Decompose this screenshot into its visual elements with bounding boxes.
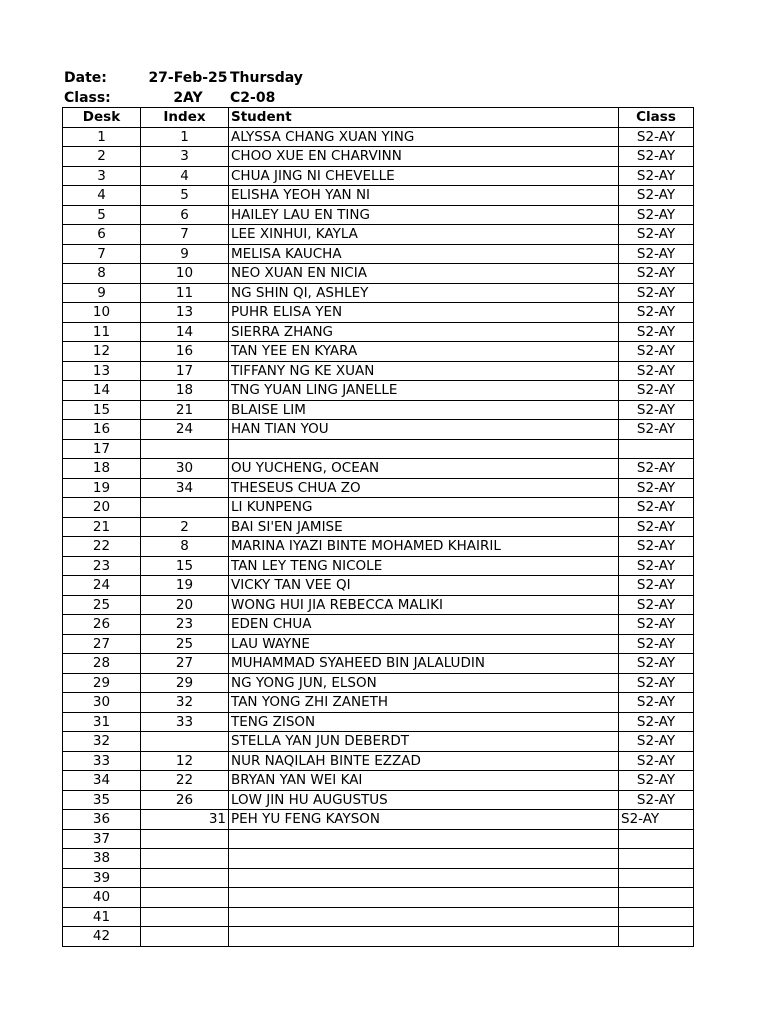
student-cell: NG SHIN QI, ASHLEY	[229, 283, 619, 303]
index-cell: 26	[141, 790, 229, 810]
desk-cell: 30	[63, 693, 141, 713]
student-cell: THESEUS CHUA ZO	[229, 478, 619, 498]
index-cell: 16	[141, 342, 229, 362]
class-cell: S2-AY	[619, 322, 694, 342]
seating-table	[62, 107, 694, 947]
desk-cell: 22	[63, 537, 141, 557]
desk-cell: 8	[63, 264, 141, 284]
student-cell	[229, 439, 619, 459]
student-cell	[229, 849, 619, 869]
student-cell	[229, 829, 619, 849]
index-cell: 24	[141, 420, 229, 440]
desk-cell: 11	[63, 322, 141, 342]
student-cell: CHOO XUE EN CHARVINN	[229, 147, 619, 167]
index-cell: 4	[141, 166, 229, 186]
desk-cell: 27	[63, 634, 141, 654]
index-cell: 25	[141, 634, 229, 654]
table-row	[63, 186, 694, 206]
index-cell: 30	[141, 459, 229, 479]
student-cell: ALYSSA CHANG XUAN YING	[229, 127, 619, 147]
table-row	[63, 576, 694, 596]
student-cell	[229, 888, 619, 908]
desk-cell: 19	[63, 478, 141, 498]
index-cell: 27	[141, 654, 229, 674]
student-cell: TAN LEY TENG NICOLE	[229, 556, 619, 576]
desk-cell: 25	[63, 595, 141, 615]
desk-cell: 31	[63, 712, 141, 732]
student-cell: ELISHA YEOH YAN NI	[229, 186, 619, 206]
index-cell	[141, 439, 229, 459]
class-cell: S2-AY	[619, 127, 694, 147]
class-cell: S2-AY	[619, 576, 694, 596]
table-row	[63, 888, 694, 908]
desk-cell: 40	[63, 888, 141, 908]
desk-cell: 18	[63, 459, 141, 479]
table-row	[63, 907, 694, 927]
class-cell: S2-AY	[619, 264, 694, 284]
class-label: Class:	[64, 90, 111, 106]
class-cell: S2-AY	[619, 244, 694, 264]
student-cell: EDEN CHUA	[229, 615, 619, 635]
class-cell: S2-AY	[619, 225, 694, 245]
desk-cell: 26	[63, 615, 141, 635]
table-row	[63, 673, 694, 693]
table-row	[63, 303, 694, 323]
index-cell	[141, 927, 229, 947]
student-cell: LI KUNPENG	[229, 498, 619, 518]
index-cell: 10	[141, 264, 229, 284]
student-cell: CHUA JING NI CHEVELLE	[229, 166, 619, 186]
class-cell	[619, 927, 694, 947]
student-cell: LEE XINHUI, KAYLA	[229, 225, 619, 245]
desk-cell: 24	[63, 576, 141, 596]
table-row	[63, 381, 694, 401]
student-cell: BAI SI'EN JAMISE	[229, 517, 619, 537]
student-cell: STELLA YAN JUN DEBERDT	[229, 732, 619, 752]
index-cell: 34	[141, 478, 229, 498]
index-cell: 31	[141, 810, 229, 830]
table-row	[63, 751, 694, 771]
table-row	[63, 498, 694, 518]
class-cell: S2-AY	[619, 732, 694, 752]
index-cell: 3	[141, 147, 229, 167]
student-cell: WONG HUI JIA REBECCA MALIKI	[229, 595, 619, 615]
table-row	[63, 634, 694, 654]
student-cell: HAILEY LAU EN TING	[229, 205, 619, 225]
desk-cell: 12	[63, 342, 141, 362]
table-row	[63, 478, 694, 498]
desk-cell: 29	[63, 673, 141, 693]
desk-cell: 3	[63, 166, 141, 186]
column-header-student: Student	[229, 108, 619, 128]
index-cell: 33	[141, 712, 229, 732]
date-value: 27-Feb-25	[148, 70, 228, 86]
index-cell: 1	[141, 127, 229, 147]
desk-cell: 13	[63, 361, 141, 381]
desk-cell: 9	[63, 283, 141, 303]
desk-cell: 10	[63, 303, 141, 323]
table-row	[63, 361, 694, 381]
class-cell: S2-AY	[619, 342, 694, 362]
table-row	[63, 517, 694, 537]
index-cell	[141, 888, 229, 908]
desk-cell: 39	[63, 868, 141, 888]
table-row	[63, 790, 694, 810]
index-cell: 29	[141, 673, 229, 693]
student-cell: MUHAMMAD SYAHEED BIN JALALUDIN	[229, 654, 619, 674]
index-cell	[141, 732, 229, 752]
table-row	[63, 829, 694, 849]
class-cell: S2-AY	[619, 537, 694, 557]
class-cell: S2-AY	[619, 751, 694, 771]
table-body	[63, 127, 694, 946]
table-row	[63, 654, 694, 674]
class-cell: S2-AY	[619, 166, 694, 186]
table-row	[63, 244, 694, 264]
class-cell: S2-AY	[619, 634, 694, 654]
class-value: 2AY	[173, 90, 203, 106]
student-cell: OU YUCHENG, OCEAN	[229, 459, 619, 479]
table-row	[63, 595, 694, 615]
desk-cell: 1	[63, 127, 141, 147]
student-cell: TENG ZISON	[229, 712, 619, 732]
desk-cell: 6	[63, 225, 141, 245]
class-cell: S2-AY	[619, 205, 694, 225]
student-cell	[229, 927, 619, 947]
student-cell: NUR NAQILAH BINTE EZZAD	[229, 751, 619, 771]
student-cell: LOW JIN HU AUGUSTUS	[229, 790, 619, 810]
index-cell: 13	[141, 303, 229, 323]
table-header-row	[63, 108, 694, 128]
table-row	[63, 205, 694, 225]
student-cell: NG YONG JUN, ELSON	[229, 673, 619, 693]
index-cell	[141, 907, 229, 927]
student-cell: TNG YUAN LING JANELLE	[229, 381, 619, 401]
table-row	[63, 868, 694, 888]
student-cell	[229, 868, 619, 888]
index-cell	[141, 829, 229, 849]
desk-cell: 32	[63, 732, 141, 752]
index-cell: 20	[141, 595, 229, 615]
class-cell: S2-AY	[619, 420, 694, 440]
table-row	[63, 420, 694, 440]
table-row	[63, 225, 694, 245]
table-row	[63, 342, 694, 362]
index-cell: 14	[141, 322, 229, 342]
table-row	[63, 849, 694, 869]
desk-cell: 28	[63, 654, 141, 674]
student-cell: SIERRA ZHANG	[229, 322, 619, 342]
student-cell: PEH YU FENG KAYSON	[229, 810, 619, 830]
desk-cell: 21	[63, 517, 141, 537]
class-cell	[619, 868, 694, 888]
index-cell: 9	[141, 244, 229, 264]
desk-cell: 16	[63, 420, 141, 440]
table-row	[63, 615, 694, 635]
column-header-desk: Desk	[63, 108, 141, 128]
class-cell: S2-AY	[619, 673, 694, 693]
student-cell	[229, 907, 619, 927]
index-cell: 11	[141, 283, 229, 303]
index-cell: 6	[141, 205, 229, 225]
class-cell: S2-AY	[619, 303, 694, 323]
index-cell: 32	[141, 693, 229, 713]
desk-cell: 38	[63, 849, 141, 869]
class-cell: S2-AY	[619, 147, 694, 167]
class-cell: S2-AY	[619, 595, 694, 615]
class-cell: S2-AY	[619, 790, 694, 810]
room-value: C2-08	[230, 90, 276, 106]
class-cell: S2-AY	[619, 712, 694, 732]
index-cell: 5	[141, 186, 229, 206]
student-cell: BLAISE LIM	[229, 400, 619, 420]
index-cell	[141, 849, 229, 869]
table-row	[63, 322, 694, 342]
class-cell	[619, 907, 694, 927]
class-cell	[619, 829, 694, 849]
desk-cell: 7	[63, 244, 141, 264]
student-cell: BRYAN YAN WEI KAI	[229, 771, 619, 791]
class-cell: S2-AY	[619, 654, 694, 674]
class-cell: S2-AY	[619, 381, 694, 401]
student-cell: TAN YEE EN KYARA	[229, 342, 619, 362]
desk-cell: 37	[63, 829, 141, 849]
index-cell: 12	[141, 751, 229, 771]
class-cell: S2-AY	[619, 498, 694, 518]
index-cell: 17	[141, 361, 229, 381]
class-cell: S2-AY	[619, 400, 694, 420]
desk-cell: 5	[63, 205, 141, 225]
column-header-class: Class	[619, 108, 694, 128]
table-row	[63, 459, 694, 479]
student-cell: TIFFANY NG KE XUAN	[229, 361, 619, 381]
class-cell: S2-AY	[619, 615, 694, 635]
student-cell: TAN YONG ZHI ZANETH	[229, 693, 619, 713]
table-row	[63, 693, 694, 713]
desk-cell: 14	[63, 381, 141, 401]
desk-cell: 20	[63, 498, 141, 518]
student-cell: MARINA IYAZI BINTE MOHAMED KHAIRIL	[229, 537, 619, 557]
student-cell: PUHR ELISA YEN	[229, 303, 619, 323]
table-row	[63, 439, 694, 459]
index-cell: 8	[141, 537, 229, 557]
table-row	[63, 147, 694, 167]
desk-cell: 35	[63, 790, 141, 810]
desk-cell: 42	[63, 927, 141, 947]
table-row	[63, 537, 694, 557]
desk-cell: 4	[63, 186, 141, 206]
table-row	[63, 264, 694, 284]
desk-cell: 41	[63, 907, 141, 927]
table-row	[63, 927, 694, 947]
table-row	[63, 283, 694, 303]
index-cell	[141, 498, 229, 518]
class-cell: S2-AY	[619, 283, 694, 303]
table-row	[63, 712, 694, 732]
index-cell: 15	[141, 556, 229, 576]
class-cell: S2-AY	[619, 186, 694, 206]
class-cell: S2-AY	[619, 771, 694, 791]
index-cell: 21	[141, 400, 229, 420]
class-cell: S2-AY	[619, 693, 694, 713]
table-row	[63, 400, 694, 420]
table-row	[63, 810, 694, 830]
index-cell: 7	[141, 225, 229, 245]
class-cell: S2-AY	[619, 810, 694, 830]
index-cell: 19	[141, 576, 229, 596]
class-cell: S2-AY	[619, 459, 694, 479]
date-label: Date:	[64, 70, 107, 86]
student-cell: MELISA KAUCHA	[229, 244, 619, 264]
student-cell: HAN TIAN YOU	[229, 420, 619, 440]
class-cell	[619, 849, 694, 869]
column-header-index: Index	[141, 108, 229, 128]
student-cell: NEO XUAN EN NICIA	[229, 264, 619, 284]
index-cell: 22	[141, 771, 229, 791]
class-cell: S2-AY	[619, 556, 694, 576]
class-cell: S2-AY	[619, 478, 694, 498]
class-cell: S2-AY	[619, 517, 694, 537]
student-cell: LAU WAYNE	[229, 634, 619, 654]
table-row	[63, 732, 694, 752]
desk-cell: 33	[63, 751, 141, 771]
index-cell: 18	[141, 381, 229, 401]
table-row	[63, 166, 694, 186]
desk-cell: 17	[63, 439, 141, 459]
day-value: Thursday	[230, 70, 303, 86]
class-cell	[619, 888, 694, 908]
table-row	[63, 771, 694, 791]
table-row	[63, 556, 694, 576]
table-row	[63, 127, 694, 147]
desk-cell: 15	[63, 400, 141, 420]
class-cell: S2-AY	[619, 361, 694, 381]
class-cell	[619, 439, 694, 459]
student-cell: VICKY TAN VEE QI	[229, 576, 619, 596]
desk-cell: 2	[63, 147, 141, 167]
index-cell	[141, 868, 229, 888]
desk-cell: 23	[63, 556, 141, 576]
desk-cell: 36	[63, 810, 141, 830]
desk-cell: 34	[63, 771, 141, 791]
index-cell: 23	[141, 615, 229, 635]
index-cell: 2	[141, 517, 229, 537]
